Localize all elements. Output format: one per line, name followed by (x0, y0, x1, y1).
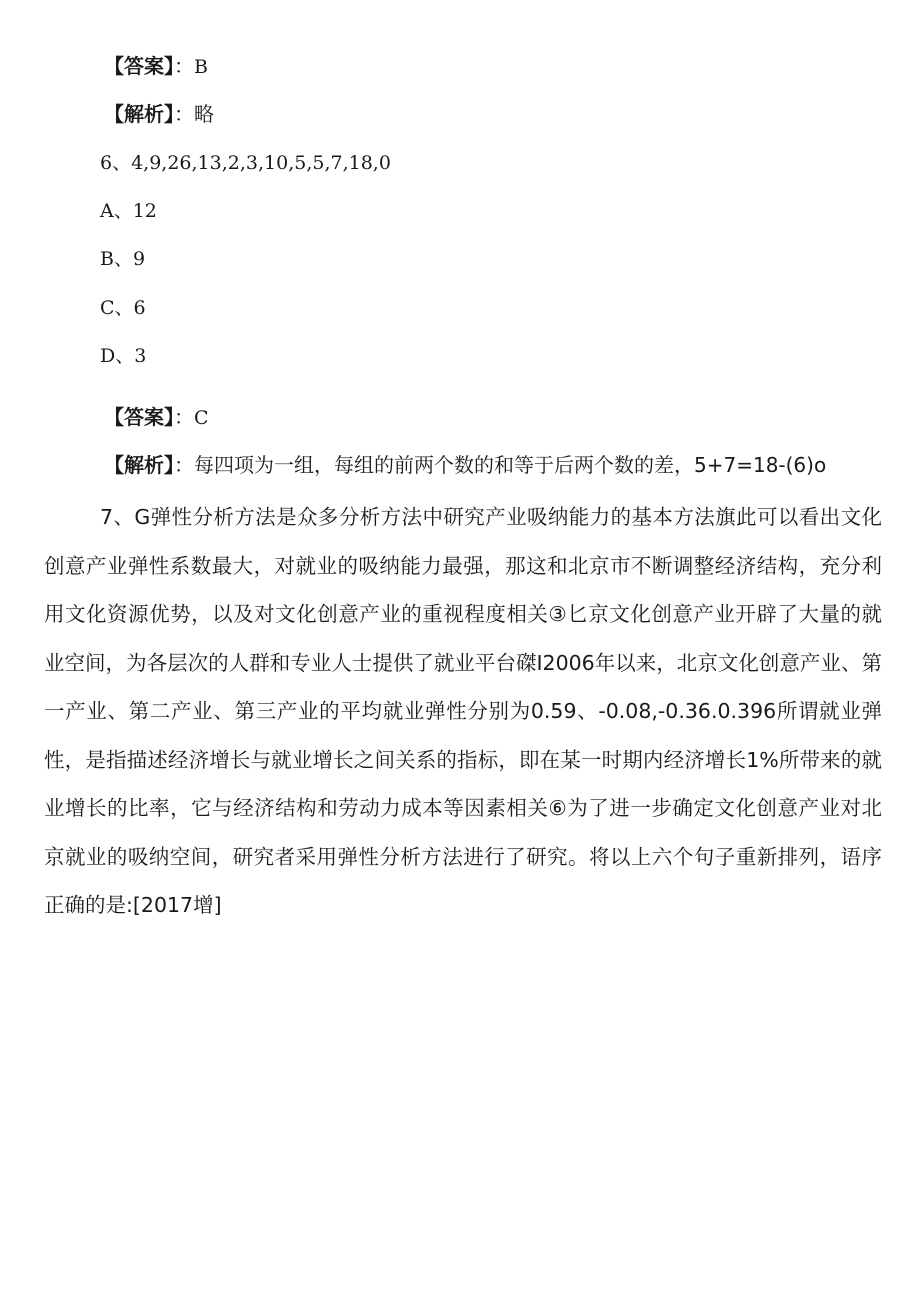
q6-answer-value: C (194, 407, 209, 429)
q6-option-b: B、9 (100, 248, 146, 270)
q5-analysis-value: 略 (194, 102, 214, 126)
q6-answer-sep: ： (174, 405, 194, 429)
q6-option-d: D、3 (100, 345, 147, 367)
q5-answer-value: B (194, 56, 208, 78)
q6-option-c: C、6 (100, 297, 146, 319)
q6-answer-line (104, 403, 209, 432)
q6-analysis-sep: ： (174, 453, 194, 477)
q6-analysis-line (104, 451, 826, 479)
q5-answer-line (104, 52, 208, 81)
q6-answer-label: 【答案】 (104, 405, 174, 429)
q6-option-a: A、12 (100, 200, 157, 222)
q6-question-stem: 6、4,9,26,13,2,3,10,5,5,7,18,0 (100, 152, 391, 174)
q5-analysis-sep: ： (174, 102, 194, 126)
q6-analysis-label: 【解析】 (104, 453, 174, 477)
q7-question-text: 7、G弹性分析方法是众多分析方法中研究产业吸纳能力的基本方法旗此可以看出文化创意产业弹性系数最大，对就业的吸纳能力最强，那这和北京市不断调整经济结构，充分利用文化资源优势，以及对文化创意产业的重视程度相关③匕京文化创意产业开辟了大量的就业空间，为各层次的人群和专业人士提供了就业平台磔I2006年以来，北京文化创意产业、第一产业、第二产业、第三产业的平均就业弹性分别为0.59、-0.08,-0.36.0.396所谓就业弹性，是指描述经济增长与就业增长之间关系的指标，即在某一时期内经济增长1%所带来的就业增长的比率，它与经济结构和劳动力成本等因素相关⑥为了进一步确定文化创意产业对北京就业的吸纳空间，研究者采用弹性分析方法进行了研究。将以上六个句子重新排列，语序正确的是:[2017增] (44, 505, 882, 917)
q5-answer-label: 【答案】 (104, 54, 174, 78)
q5-analysis-label: 【解析】 (104, 102, 174, 126)
q5-analysis-line (104, 100, 214, 128)
q5-answer-sep: ： (174, 54, 194, 78)
q6-analysis-value: 每四项为一组，每组的前两个数的和等于后两个数的差，5+7=18-(6)o (194, 453, 827, 477)
